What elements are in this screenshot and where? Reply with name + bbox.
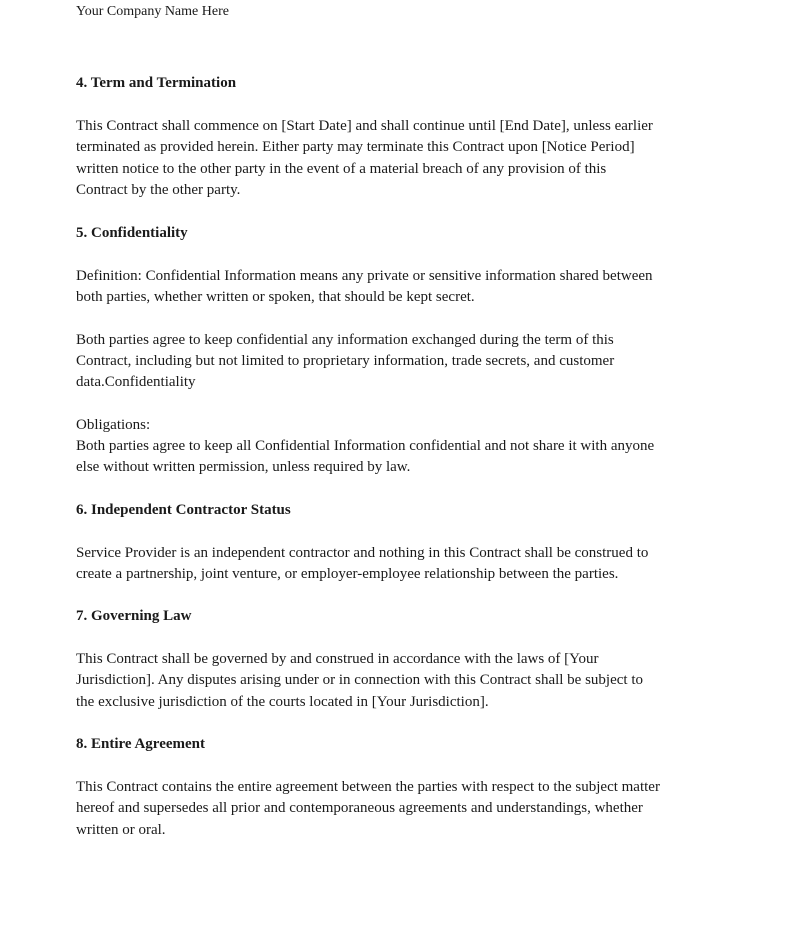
text-line: both parties, whether written or spoken, that should be kept secret. bbox=[76, 289, 475, 306]
section-heading-governing-law: 7. Governing Law bbox=[76, 608, 192, 625]
section-heading-term: 4. Term and Termination bbox=[76, 75, 237, 91]
text-line: data.Confidentiality bbox=[76, 374, 196, 391]
paragraph-confidentiality-definition bbox=[76, 266, 716, 309]
text-line: This Contract contains the entire agreement between the parties with respect to the subject matter bbox=[76, 779, 660, 796]
company-name: Your Company Name Here bbox=[76, 4, 229, 19]
text-line: hereof and supersedes all prior and contemporaneous agreements and understandings, whether bbox=[76, 800, 643, 817]
section-heading-confidentiality: 5. Confidentiality bbox=[76, 225, 188, 242]
section-heading-contractor-status: 6. Independent Contractor Status bbox=[76, 501, 291, 518]
text-line: create a partnership, joint venture, or employer-employee relationship between the parties. bbox=[76, 565, 619, 582]
text-line: This Contract shall commence on [Start Date] and shall continue until [End Date], unless earlier bbox=[76, 118, 653, 134]
text-line: Both parties agree to keep all Confidential Information confidential and not share it with anyone bbox=[76, 437, 655, 454]
text-line: Definition: Confidential Information means any private or sensitive information shared between bbox=[76, 268, 653, 285]
text-line: This Contract shall be governed by and construed in accordance with the laws of [Your bbox=[76, 651, 599, 668]
text-line: Obligations: bbox=[76, 416, 151, 433]
paragraph-confidentiality-agreement bbox=[76, 330, 716, 394]
text-line: Contract, including but not limited to proprietary information, trade secrets, and customer bbox=[76, 353, 615, 370]
text-line: Both parties agree to keep confidential any information exchanged during the term of this bbox=[76, 331, 614, 348]
text-line: else without written permission, unless required by law. bbox=[76, 459, 411, 476]
text-line: terminated as provided herein. Either party may terminate this Contract upon [Notice Period] bbox=[76, 139, 635, 156]
paragraph-entire-agreement bbox=[76, 777, 716, 841]
section-heading-entire-agreement: 8. Entire Agreement bbox=[76, 736, 206, 753]
text-line: the exclusive jurisdiction of the courts located in [Your Jurisdiction]. bbox=[76, 693, 489, 710]
text-line: written or oral. bbox=[76, 821, 166, 838]
paragraph-governing-law bbox=[76, 649, 716, 713]
paragraph-term bbox=[76, 116, 716, 201]
paragraph-contractor-status bbox=[76, 543, 716, 586]
text-line: written notice to the other party in the event of a material breach of any provision of this bbox=[76, 160, 607, 177]
text-line: Contract by the other party. bbox=[76, 181, 241, 198]
text-line: Jurisdiction]. Any disputes arising under or in connection with this Contract shall be subject to bbox=[76, 672, 643, 689]
paragraph-confidentiality-obligations bbox=[76, 415, 716, 479]
text-line: Service Provider is an independent contractor and nothing in this Contract shall be construed to bbox=[76, 544, 649, 561]
document-page bbox=[76, 0, 716, 841]
